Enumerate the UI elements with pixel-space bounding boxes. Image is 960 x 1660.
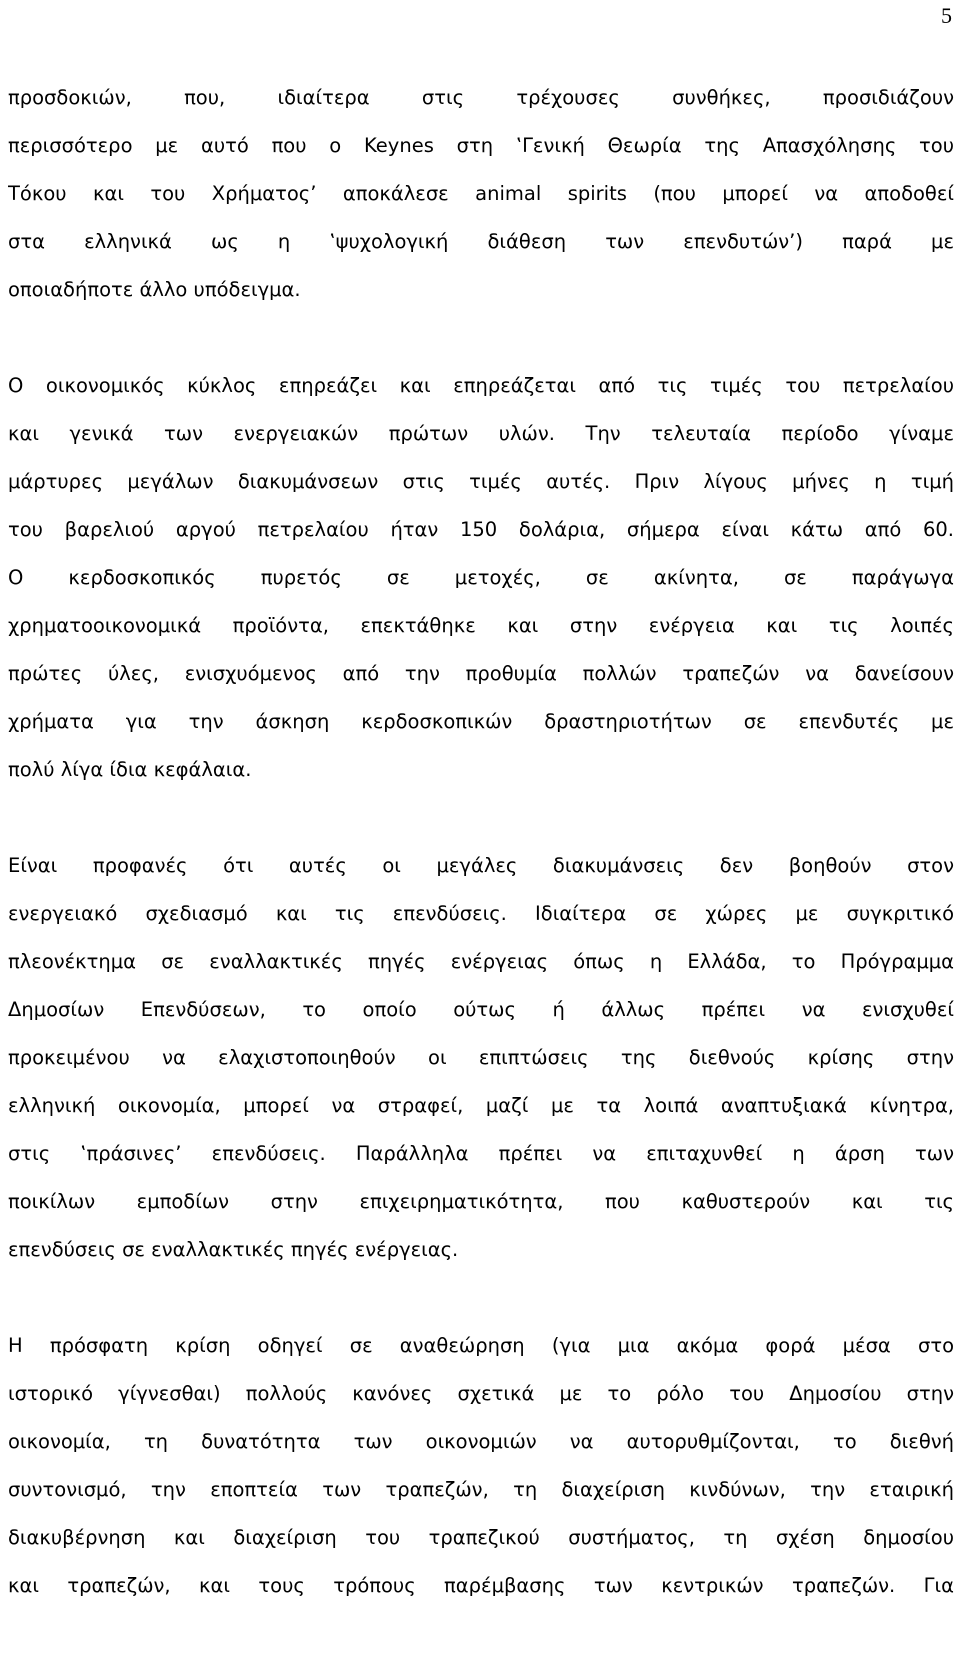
text-line: πλεονέκτημα σε εναλλακτικές πηγές ενέργειας όπως η Ελλάδα, το Πρόγραμμα — [8, 950, 954, 973]
text-line: προσδοκιών, που, ιδιαίτερα στις τρέχουσες συνθήκες, προσιδιάζουν — [8, 86, 954, 109]
document-body — [8, 74, 954, 1610]
text-line: και γενικά των ενεργειακών πρώτων υλών. Την τελευταία περίοδο γίναμε — [8, 422, 954, 445]
text-line: χρηματοοικονομικά προϊόντα, επεκτάθηκε και στην ενέργεια και τις λοιπές — [8, 614, 954, 637]
text-line: στα ελληνικά ως η ‛ψυχολογική διάθεση των επενδυτών’) παρά με — [8, 230, 954, 253]
text-line: πρώτες ύλες, ενισχυόμενος από την προθυμία πολλών τραπεζών να δανείσουν — [8, 662, 954, 685]
text-line: ενεργειακό σχεδιασμό και τις επενδύσεις. Ιδιαίτερα σε χώρες με συγκριτικό — [8, 902, 954, 925]
text-line: Η πρόσφατη κρίση οδηγεί σε αναθεώρηση (για μια ακόμα φορά μέσα στο — [8, 1334, 954, 1357]
paragraph-spacer — [8, 314, 954, 362]
text-line: και τραπεζών, και τους τρόπους παρέμβασης των κεντρικών τραπεζών. Για — [8, 1574, 954, 1597]
text-line: οικονομία, τη δυνατότητα των οικονομιών να αυτορυθμίζονται, το διεθνή — [8, 1430, 954, 1453]
text-line: διακυβέρνηση και διαχείριση του τραπεζικού συστήματος, τη σχέση δημοσίου — [8, 1526, 954, 1549]
text-line: οποιαδήποτε άλλο υπόδειγμα. — [8, 278, 301, 301]
text-line: στις ‛πράσινες’ επενδύσεις. Παράλληλα πρέπει να επιταχυνθεί η άρση των — [8, 1142, 954, 1165]
text-line: μάρτυρες μεγάλων διακυμάνσεων στις τιμές αυτές. Πριν λίγους μήνες η τιμή — [8, 470, 954, 493]
paragraph-2 — [8, 362, 954, 794]
paragraph-1 — [8, 74, 954, 314]
page-number: 5 — [941, 3, 952, 28]
text-line: πολύ λίγα ίδια κεφάλαια. — [8, 758, 252, 781]
text-line: επενδύσεις σε εναλλακτικές πηγές ενέργειας. — [8, 1238, 459, 1261]
text-line: του βαρελιού αργού πετρελαίου ήταν 150 δολάρια, σήμερα είναι κάτω από 60. — [8, 518, 954, 541]
text-line: Τόκου και του Χρήματος’ αποκάλεσε animal spirits (που μπορεί να αποδοθεί — [8, 182, 954, 205]
text-line: περισσότερο με αυτό που ο Keynes στη ‛Γενική Θεωρία της Απασχόλησης του — [8, 134, 954, 157]
text-line: ελληνική οικονομία, μπορεί να στραφεί, μαζί με τα λοιπά αναπτυξιακά κίνητρα, — [8, 1094, 954, 1117]
text-line: Ο οικονομικός κύκλος επηρεάζει και επηρεάζεται από τις τιμές του πετρελαίου — [8, 374, 954, 397]
text-line: Ο κερδοσκοπικός πυρετός σε μετοχές, σε ακίνητα, σε παράγωγα — [8, 566, 954, 589]
text-line: συντονισμό, την εποπτεία των τραπεζών, τη διαχείριση κινδύνων, την εταιρική — [8, 1478, 954, 1501]
text-line: ποικίλων εμποδίων στην επιχειρηματικότητα, που καθυστερούν και τις — [8, 1190, 954, 1213]
text-line: προκειμένου να ελαχιστοποιηθούν οι επιπτώσεις της διεθνούς κρίσης στην — [8, 1046, 954, 1069]
paragraph-4 — [8, 1322, 954, 1610]
paragraph-spacer — [8, 794, 954, 842]
text-line: χρήματα για την άσκηση κερδοσκοπικών δραστηριοτήτων σε επενδυτές με — [8, 710, 954, 733]
text-line: Δημοσίων Επενδύσεων, το οποίο ούτως ή άλλως πρέπει να ενισχυθεί — [8, 998, 954, 1021]
text-line: ιστορικό γίγνεσθαι) πολλούς κανόνες σχετικά με το ρόλο του Δημοσίου στην — [8, 1382, 954, 1405]
paragraph-spacer — [8, 1274, 954, 1322]
text-line: Είναι προφανές ότι αυτές οι μεγάλες διακυμάνσεις δεν βοηθούν στον — [8, 854, 954, 877]
paragraph-3 — [8, 842, 954, 1274]
